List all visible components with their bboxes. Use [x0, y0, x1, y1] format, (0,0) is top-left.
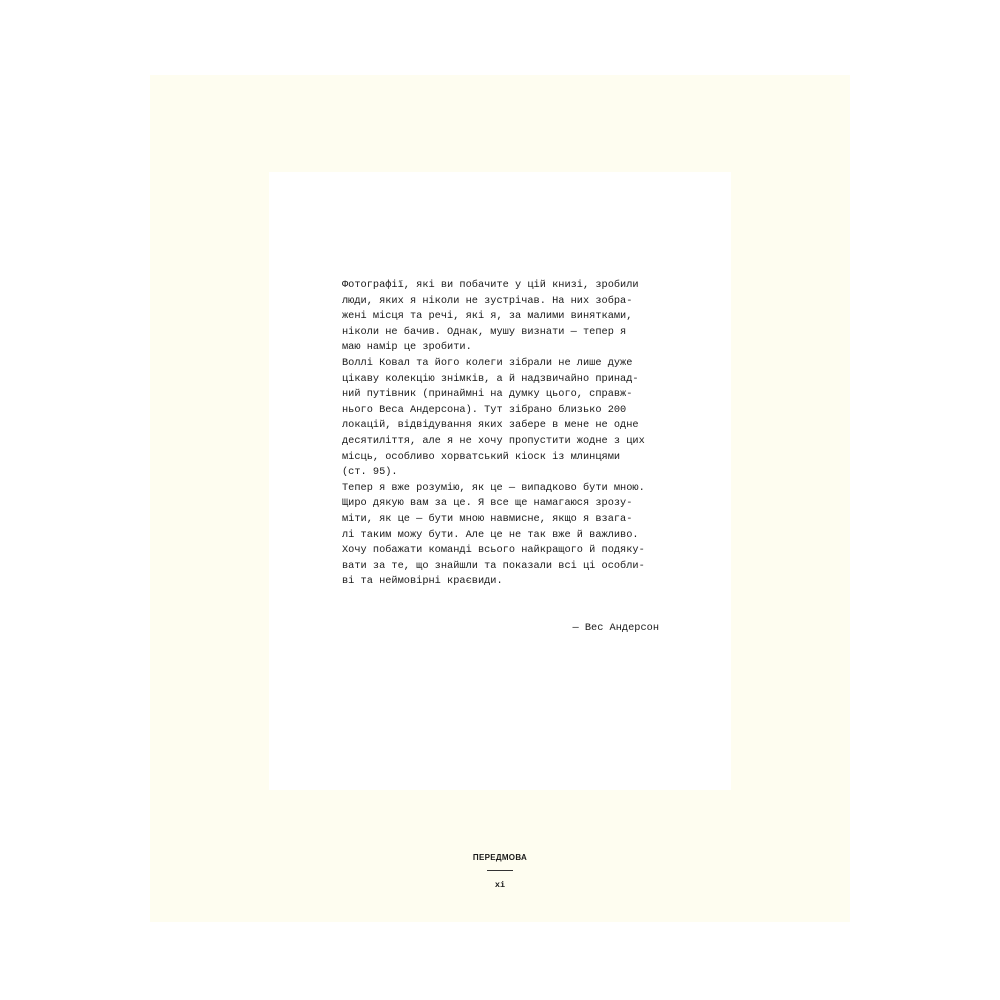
letter-line: (ст. 95). — [342, 466, 398, 479]
page-number: xi — [494, 880, 506, 890]
letter-line: нього Веса Андерсона). Тут зібрано близько 200 — [342, 403, 627, 416]
letter-line: люди, яких я ніколи не зустрічав. На них зобра- — [342, 294, 633, 307]
footer-divider — [487, 870, 513, 871]
letter-line: жені місця та речі, які я, за малими винятками, — [342, 310, 633, 323]
letter-line: лі таким можу бути. Але це не так вже й важливо. — [342, 528, 639, 541]
section-title: ПЕРЕДМОВА — [472, 853, 528, 862]
letter-line: цікаву колекцію знімків, а й надзвичайно принад- — [342, 372, 639, 385]
letter-line: десятиліття, але я не хочу пропустити жодне з цих — [342, 434, 645, 447]
letter-body — [342, 278, 672, 590]
letter-line: ві та неймовірні краєвиди. — [342, 575, 503, 588]
letter-line: маю намір це зробити. — [342, 341, 472, 354]
letter-line: місць, особливо хорватський кіоск із млинцями — [342, 450, 621, 463]
letter-line: Тепер я вже розумію, як це — випадково бути мною. — [342, 481, 645, 494]
letter-line: Щиро дякую вам за це. Я все ще намагаюся зрозу- — [342, 497, 633, 510]
letter-line: міти, як це — бути мною навмисне, якщо я взага- — [342, 512, 633, 525]
letter-line: ний путівник (принаймні на думку цього, справж- — [342, 388, 633, 401]
letter-line: Фотографії, які ви побачите у цій книзі, зробили — [342, 279, 639, 291]
signature: — Вес Андерсон — [572, 622, 659, 634]
letter-line: локацій, відвідування яких забере в мене не одне — [342, 419, 639, 432]
letter-line: вати за те, що знайшли та показали всі ці особли- — [342, 559, 645, 572]
letter-line: Воллі Ковал та його колеги зібрали не лише дуже — [342, 356, 633, 369]
letter-line: Хочу побажати команді всього найкращого й подяку- — [342, 544, 645, 557]
letter-line: ніколи не бачив. Однак, мушу визнати — тепер я — [342, 325, 627, 338]
